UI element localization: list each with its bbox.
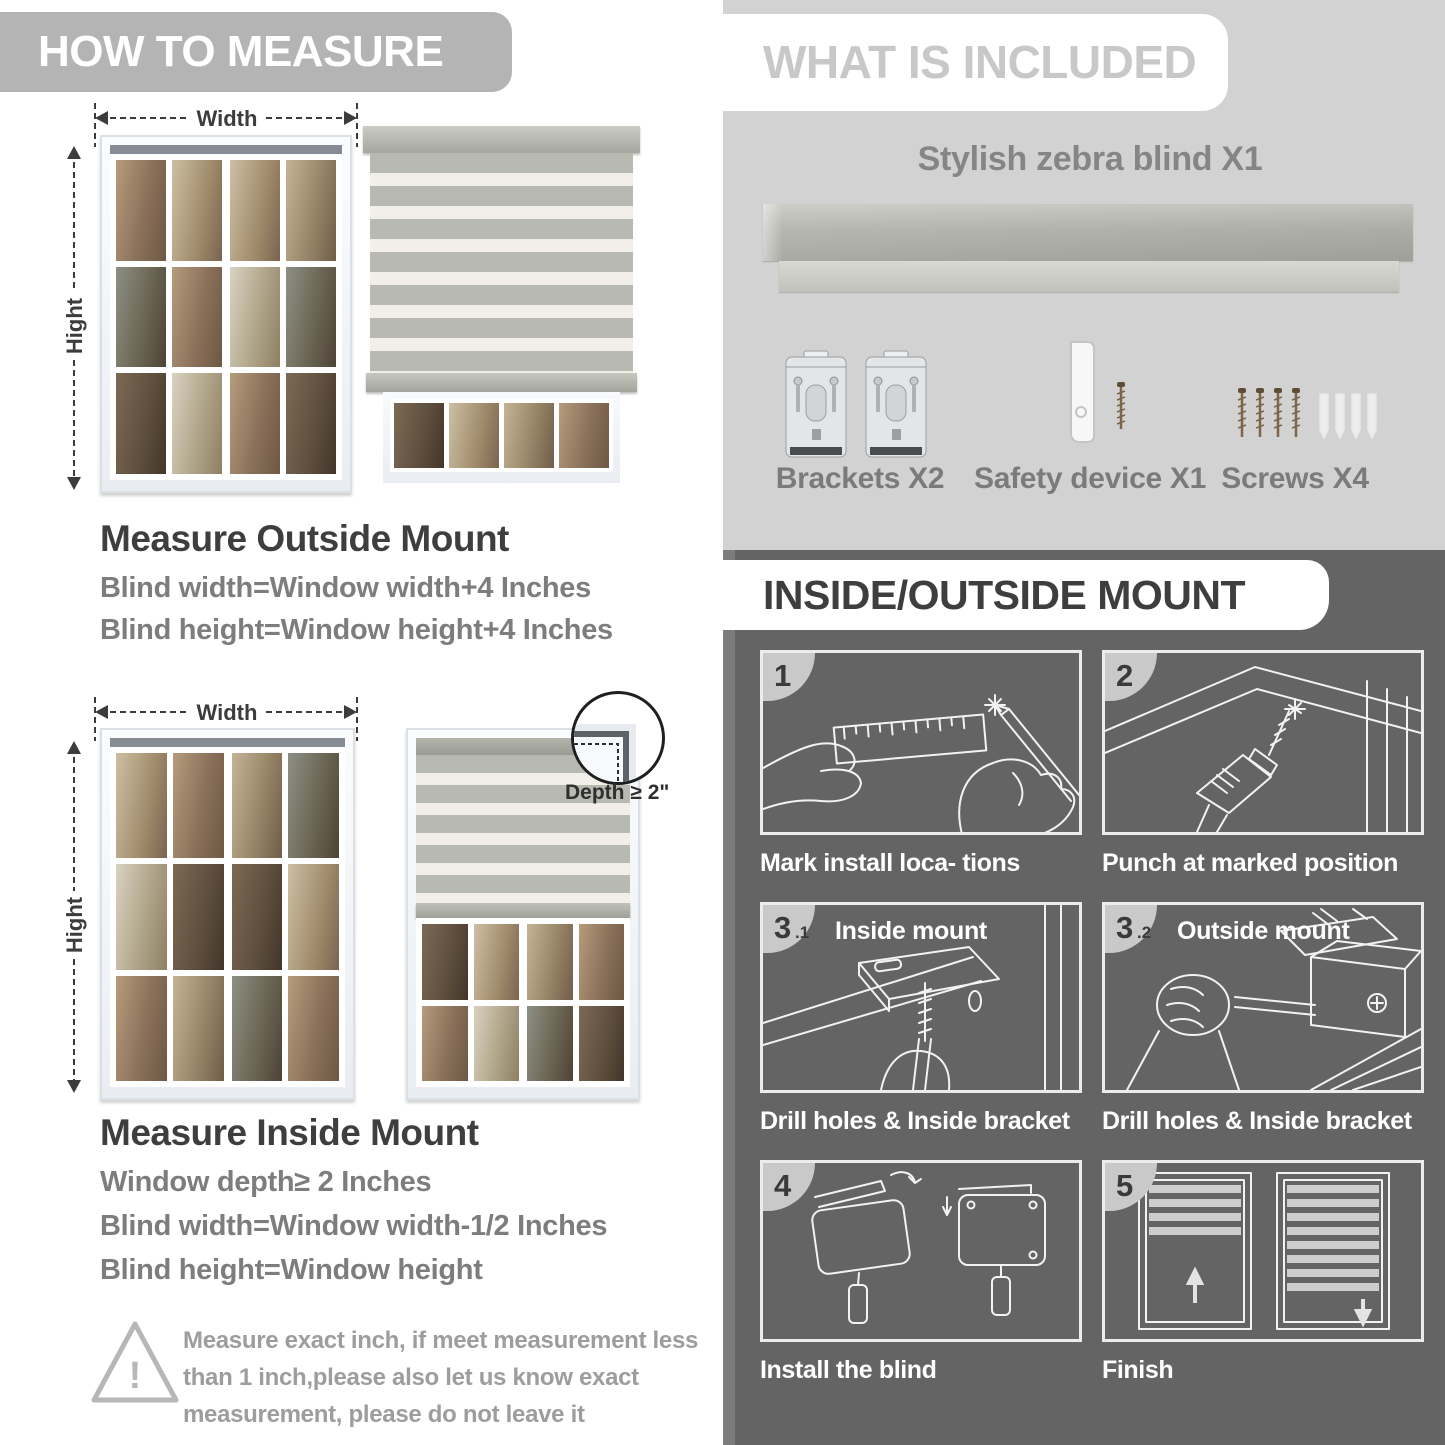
step-panel-1 bbox=[760, 650, 1082, 835]
window-pane bbox=[579, 1006, 625, 1082]
step-number: 1 bbox=[774, 658, 792, 693]
window-pane bbox=[116, 267, 166, 368]
window-pane bbox=[172, 160, 222, 261]
window-pane bbox=[288, 976, 339, 1081]
window-pane bbox=[232, 976, 283, 1081]
screws-label: Screws X4 bbox=[1221, 462, 1369, 495]
window-pane bbox=[230, 160, 280, 261]
install-blind-illustration bbox=[763, 1163, 1079, 1339]
window-pane bbox=[286, 267, 336, 368]
step-number: 3 bbox=[1116, 910, 1134, 945]
window-pane bbox=[286, 373, 336, 474]
how-to-measure-header: HOW TO MEASURE bbox=[0, 12, 512, 92]
window-pane bbox=[116, 160, 166, 261]
depth-magnifier-inset bbox=[571, 691, 665, 785]
step-subnumber: .1 bbox=[795, 923, 810, 942]
window-pane bbox=[172, 267, 222, 368]
window-pane bbox=[527, 924, 573, 1000]
step-caption: Drill holes & Inside bracket bbox=[760, 1107, 1070, 1135]
window-below-blind bbox=[383, 392, 620, 483]
width-label: Width bbox=[196, 106, 258, 131]
height-annotation bbox=[56, 142, 92, 494]
depth-callout-label: Depth ≥ 2" bbox=[565, 781, 670, 804]
window-pane bbox=[504, 403, 554, 468]
inside-mount-title: Measure Inside Mount bbox=[100, 1112, 479, 1153]
step-caption: Install the blind bbox=[760, 1356, 937, 1384]
window-pane bbox=[286, 160, 336, 261]
warning-exclamation: ! bbox=[128, 1355, 142, 1397]
warning-text bbox=[183, 1322, 703, 1433]
what-is-included-header: WHAT IS INCLUDED bbox=[723, 14, 1228, 111]
window-pane bbox=[394, 403, 444, 468]
window-pane bbox=[579, 924, 625, 1000]
window-pane bbox=[288, 864, 339, 969]
step-number: 5 bbox=[1116, 1168, 1134, 1203]
step-panel-3-2 bbox=[1102, 902, 1424, 1093]
window-pane bbox=[474, 1006, 520, 1082]
step-title: Outside mount bbox=[1177, 917, 1350, 945]
window-pane bbox=[449, 403, 499, 468]
window-photo-outside bbox=[100, 135, 352, 493]
safety-device-label: Safety device X1 bbox=[973, 462, 1206, 495]
warning-triangle-icon bbox=[88, 1316, 182, 1412]
height-label: Hight bbox=[62, 896, 87, 954]
wall-anchors-icon bbox=[1318, 392, 1382, 440]
step-caption: Punch at marked position bbox=[1102, 849, 1399, 877]
width-label: Width bbox=[196, 700, 258, 725]
blind-fabric bbox=[370, 153, 633, 373]
window-pane bbox=[116, 373, 166, 474]
step-panel-2 bbox=[1102, 650, 1424, 835]
bracket-icon bbox=[864, 349, 928, 465]
blind-bottom-rail bbox=[416, 903, 630, 918]
inside-outside-mount-header: INSIDE/OUTSIDE MOUNT bbox=[723, 560, 1329, 630]
window-pane bbox=[116, 753, 167, 858]
step-caption: Finish bbox=[1102, 1356, 1174, 1384]
outside-mount-formula-width: Blind width=Window width+4 Inches bbox=[100, 572, 591, 604]
window-photo-inside bbox=[100, 728, 355, 1100]
step-number: 2 bbox=[1116, 658, 1134, 693]
product-label: Stylish zebra blind X1 bbox=[917, 140, 1263, 178]
step-panel-5 bbox=[1102, 1160, 1424, 1342]
warning-line: Measure exact inch, if meet measurement less bbox=[183, 1327, 699, 1354]
outside-mount-title: Measure Outside Mount bbox=[100, 518, 509, 559]
window-top-shadow bbox=[110, 145, 342, 154]
drill-illustration bbox=[1105, 653, 1421, 832]
brackets-label: Brackets X2 bbox=[775, 462, 945, 495]
step-title: Inside mount bbox=[835, 917, 987, 945]
height-annotation bbox=[56, 737, 92, 1097]
warning-line: measurement, please do not leave it bbox=[183, 1401, 585, 1428]
inside-mount-formula-width: Blind width=Window width-1/2 Inches bbox=[100, 1210, 608, 1242]
mark-locations-illustration bbox=[763, 653, 1079, 832]
window-pane bbox=[232, 753, 283, 858]
window-pane bbox=[116, 864, 167, 969]
window-pane bbox=[116, 976, 167, 1081]
safety-device-icon bbox=[1062, 338, 1102, 450]
window-pane bbox=[527, 1006, 573, 1082]
window-pane bbox=[230, 373, 280, 474]
headrail-image bbox=[763, 204, 1413, 261]
height-label: Hight bbox=[62, 297, 87, 355]
step-number: 4 bbox=[774, 1168, 792, 1203]
zebra-blind-outside-mount bbox=[363, 126, 640, 483]
blind-bottom-rail bbox=[366, 373, 637, 392]
window-pane bbox=[173, 976, 224, 1081]
step-panel-3-1 bbox=[760, 902, 1082, 1093]
window-pane bbox=[422, 924, 468, 1000]
step-panel-4 bbox=[760, 1160, 1082, 1342]
window-pane bbox=[232, 864, 283, 969]
step-subnumber: .2 bbox=[1137, 923, 1152, 942]
blind-cassette bbox=[363, 126, 640, 153]
window-pane bbox=[172, 373, 222, 474]
inside-mount-depth-rule: Window depth≥ 2 Inches bbox=[100, 1166, 432, 1198]
window-pane bbox=[173, 864, 224, 969]
window-top-shadow bbox=[110, 738, 345, 747]
window-pane bbox=[422, 1006, 468, 1082]
screw-icon bbox=[1114, 382, 1128, 434]
step-number: 3 bbox=[774, 910, 792, 945]
bracket-icon bbox=[784, 349, 848, 465]
warning-line: than 1 inch,please also let us know exact bbox=[183, 1364, 639, 1391]
screws-icon bbox=[1235, 388, 1305, 442]
step-caption: Mark install loca- tions bbox=[760, 849, 1020, 877]
window-pane bbox=[230, 267, 280, 368]
finish-illustration bbox=[1105, 1163, 1421, 1339]
inside-mount-formula-height: Blind height=Window height bbox=[100, 1254, 483, 1286]
window-pane bbox=[173, 753, 224, 858]
step-caption: Drill holes & Inside bracket bbox=[1102, 1107, 1412, 1135]
headrail-under-bar bbox=[779, 261, 1399, 292]
outside-mount-formula-height: Blind height=Window height+4 Inches bbox=[100, 614, 613, 646]
window-pane bbox=[288, 753, 339, 858]
window-pane bbox=[559, 403, 609, 468]
window-pane bbox=[474, 924, 520, 1000]
frame-corner-detail bbox=[574, 694, 662, 782]
